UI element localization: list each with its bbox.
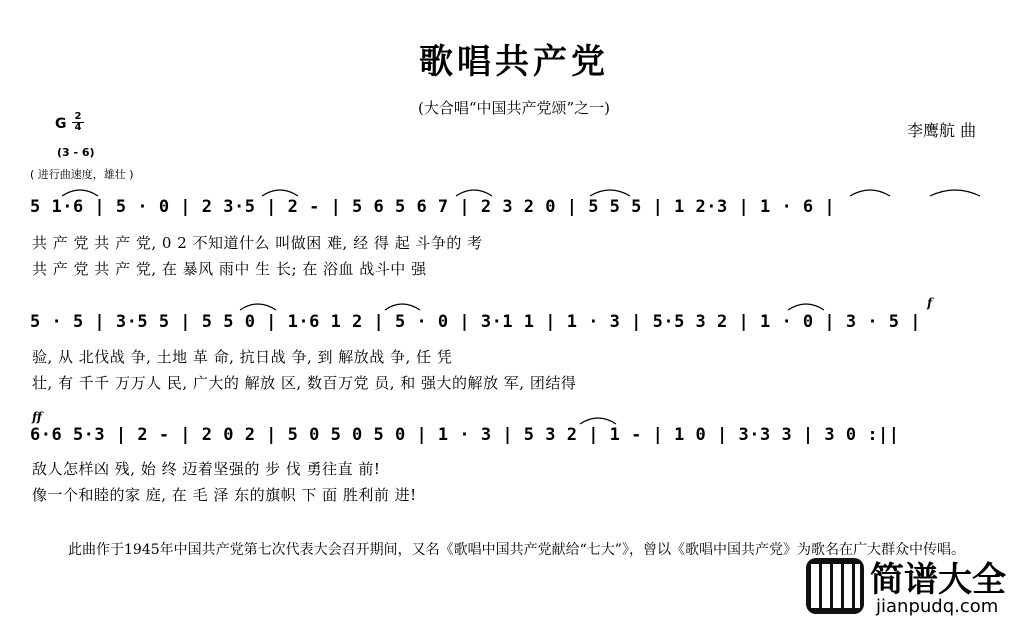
- score-row-1-notes: 5 1·6 | 5 · 0 | 2 3·5 | 2 - | 5 6 5 6 7 | 2 3 2 0 | 5 5 5 | 1 2·3 | 1 · 6 |: [30, 197, 836, 217]
- score-row-2-notes: 5 · 5 | 3·5 5 | 5 5 0 | 1·6 1 2 | 5 · 0 | 3·1 1 | 1 · 3 | 5·5 3 2 | 1 · 0 | 3 · 5 |: [30, 312, 921, 332]
- dynamic-fortissimo: ff: [32, 410, 42, 424]
- composer-credit: 李鹰航 曲: [907, 121, 977, 140]
- logo-site-name: 简谱大全: [870, 560, 1006, 600]
- site-logo[interactable]: [806, 552, 1021, 622]
- tempo-marking: ( 进行曲速度，雄壮 ): [30, 168, 134, 181]
- score-row-3-lyric-2: 像一个和睦的家 庭, 在 毛 泽 东的旗帜 下 面 胜利前 进!: [32, 486, 417, 504]
- score-row-1-lyric-2: 共 产 党 共 产 党, 在 暴风 雨中 生 长; 在 浴血 战斗中 强: [32, 260, 427, 278]
- intro-notes: (3 - 6): [57, 146, 95, 159]
- song-subtitle: (大合唱“中国共产党颂”之一): [417, 99, 611, 117]
- score-row-2-lyric-2: 壮, 有 千千 万万人 民, 广大的 解放 区, 数百万党 员, 和 强大的解放 军, 团结得: [32, 374, 577, 392]
- time-bottom: 4: [72, 122, 84, 133]
- piano-keys-icon: [806, 558, 864, 614]
- score-row-3-notes: 6·6 5·3 | 2 - | 2 0 2 | 5 0 5 0 5 0 | 1 · 3 | 5 3 2 | 1 - | 1 0 | 3·3 3 | 3 0 :||: [30, 425, 900, 445]
- time-top: 2: [74, 111, 82, 122]
- song-background-note: 此曲作于1945年中国共产党第七次代表大会召开期间，又名《歌唱中国共产党献给“七大”》，曾以《歌唱中国共产党》为歌名在广大群众中传唱。: [68, 542, 965, 558]
- logo-site-url: jianpudq.com: [876, 596, 999, 617]
- dynamic-forte: f: [927, 296, 933, 310]
- score-row-2-lyric-1: 验, 从 北伐战 争, 土地 革 命, 抗日战 争, 到 解放战 争, 任 凭: [32, 348, 453, 366]
- score-row-3-lyric-1: 敌人怎样凶 残, 始 终 迈着坚强的 步 伐 勇往直 前!: [32, 460, 381, 478]
- song-title: 歌唱共产党: [419, 42, 609, 82]
- key-signature: G: [55, 116, 67, 132]
- score-row-1-lyric-1: 共 产 党 共 产 党, 0 2 不知道什么 叫做困 难, 经 得 起 斗争的 考: [32, 234, 483, 252]
